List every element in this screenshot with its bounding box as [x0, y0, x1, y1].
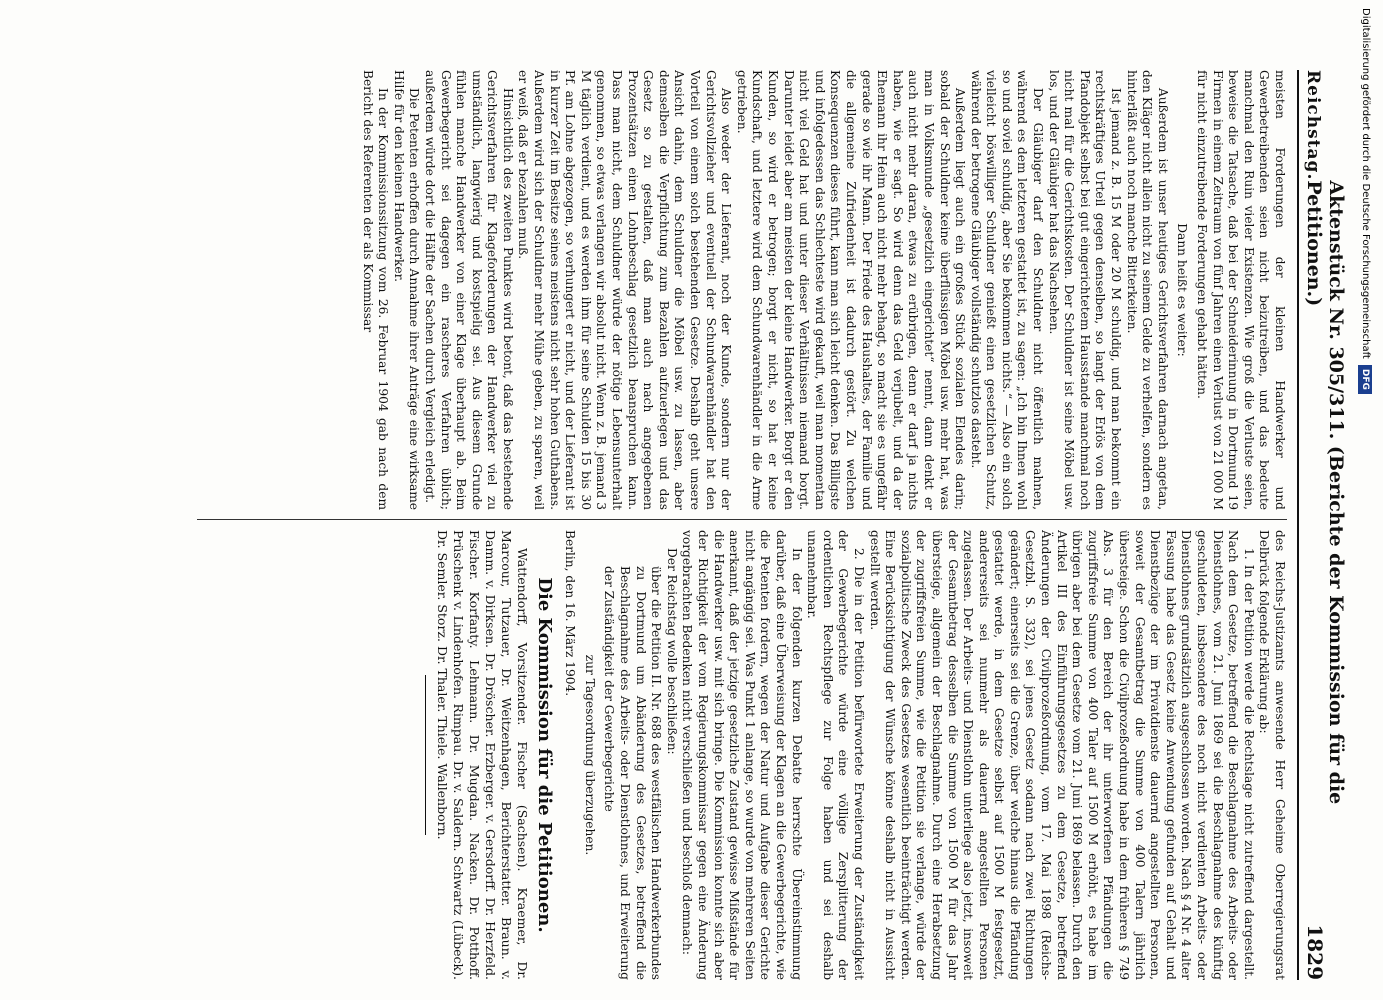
resolution-decision: zur Tagesordnung überzugehen.	[582, 654, 597, 856]
paragraph: In der Kommissionssitzung vom 26. Februar 1904 gab nach dem Bericht des Referenten der als Kommissar	[360, 70, 391, 510]
dfg-logo: DFG	[1358, 365, 1372, 394]
paragraph: Außerdem liegt auch ein großes Stück sozialen Elendes darin; sobald der Schuldner keine überflüssigen Möbel usw. mehr hat, was man in Volksmunde „gesetzlich eingerichtet“ nennt, dann denkt er auch nicht mehr daran, etwas zu erübrigen, denn er darf ja nichts haben, wie er sagt. So wird denn das Geld verjubelt, und da der Ehemann ihr Heim auch nicht mehr behagt, so macht sie es ungefähr gerade so wie ihr Mann. Der Friede des Haushaltes, der Familie und die allgemeine Zufriedenheit ist dadurch gestört. Zu welchen Konsequenzen dieses führt, kann man sich leicht denken. Das Billigste und infolgedessen das Schlechteste wird gekauft, weil man momentan nicht viel Geld hat und unter dieser Verhältnissen niemand borgt. Darunter leidet aber am meisten der kleine Handwerker. Borgt er den Kunden, so wird er betrogen; borgt er nicht, so hat er keine Kundschaft, und letztere wird dem Schundwarenhändler in die Arme getrieben.	[734, 70, 968, 510]
paragraph: Also weder der Lieferant, noch der Kunde, sondern nur der Gerichtsvollzieher und eventuell der Schundwarenhändler hat den Vorteil von einem solch bestehenden Gesetze. Deshalb geht unsere Ansicht dahin, dem Schuldner die Möbel usw. zu lassen, aber demselben die Verpflichtung zum Bezahlen aufzuerlegen und das Gesetz so zu gestalten, daß man auch nach angegebenen Prozentsätzen einen Lohnbeschlag gesetzlich beanspruchen kann. Dass man nicht, dem Schuldner würde der nötige Lebensunterhalt genommen, so etwas verlangen wir absolut nicht. Wenn z. B. jemand 3 M täglich verdient, und es werden ihm für seine Schulden 15 bis 30 Pf. am Lohne abgezogen, so verhungert er nicht, und der Lieferant ist in kurzer Zeit im Besitze seines meistens nicht sehr hohen Guthabens. Außerdem wird sich der Schuldner mehr Mühe geben, zu sparen, weil er weiß, daß er bezahlen muß.	[516, 70, 734, 510]
header-title: Aktenstück Nr. 305/311. (Berichte der Kommission für die Petitionen.)	[1303, 180, 1347, 805]
paragraph: Ist jemand z. B. 15 M oder 20 M schuldig, und man bekommt ein rechtskräftiges Urteil gegen denselben, so langt der Erlös von dem Pfandobjekt selbst bei gut eingerichtetem Hausstande manchmal noch nicht mal für die Gerichtskosten. Der Schuldner ist seine Möbel usw. los, und der Gläubiger hat das Nachsehen.	[1046, 70, 1124, 510]
paragraph: In der folgenden kurzen Debatte herrschte Übereinstimmung darüber, daß eine Überweisung der Klagen an die Gewerbegerichte, wie die Petenten fordern, wegen der Natur und Aufgabe dieser Gerichte nicht angängig sei. Was Punkt 1 anlange, so wurde von mehreren Seiten anerkannt, daß der jetzige gesetzliche Zustand gewisse Mißstände für die Handwerker usw. mit sich bringe. Die Kommission konnte sich aber der Richtigkeit der vom Regierungskommissar gegen eine Änderung vorgebrachten Bedenken nicht verschließen und beschloß demnach:	[680, 530, 804, 980]
paragraph: 2. Die in der Petition befürwortete Erweiterung der Zuständigkeit der Gewerbegerichte würde eine völlige Zersplitterung der ordentlichen Rechtspflege zur Folge haben und sei deshalb unannehmbar.	[805, 530, 866, 980]
right-column	[207, 530, 1287, 980]
watermark-text: Digitalisierung gefördert durch die Deutsche Forschungsgemeinschaft	[1360, 8, 1371, 359]
commission-members: Wattendorff, Vorsitzender. Fischer (Sachsen). Kraemer, Dr. Marcour, Tutzauer, Dr. Weitzenhagen, Berichterstatter. Braun. v. Damm. v. Dirksen. Dr. Dröscher. Erzberger. v. Gersdorff. Dr. Herzfeld. Fischer. Korfanty. Lehmann. Dr. Mugdan. Nacken. Dr. Potthoff. Prüschenk v. Lindenhofen. Rimpau. Dr. v. Saldern. Schwartz (Lübeck). Dr. Semler. Storz. Dr. Thaler. Thiele. Wallenborn.	[435, 530, 531, 980]
digitization-watermark	[1355, 8, 1375, 998]
paragraph: Hinsichtlich des zweiten Punktes wird betont, daß das bestehende Gerichtsverfahren für Klageforderungen der Handwerker viel zu umständlich, langwierig und kostspielig sei. Aus diesem Grunde fühlen manche Handwerker von einer Klage überhaupt ab. Beim Gewerbegericht sei dagegen ein rascheres Verfahren üblich; außerdem würde dort die Hälfte der Sachen durch Vergleich erledigt.	[422, 70, 515, 510]
paragraph: Die Petenten erhoffen durch Annahme ihrer Anträge eine wirksame Hilfe für den kleinen Handwerker.	[391, 70, 422, 510]
commission-title: Die Kommission für die Petitionen.	[533, 577, 555, 933]
paragraph: Der Reichstag wolle beschließen:	[664, 548, 679, 755]
column-divider	[197, 519, 1287, 520]
signature-date: Berlin, den 16. März 1904.	[563, 530, 578, 697]
page-header	[1297, 70, 1347, 980]
header-left: Reichstag.	[1303, 70, 1323, 181]
paragraph: Der Gläubiger darf den Schuldner nicht öffentlich mahnen, während es dem letzteren gestattet ist, zu sagen: „Ich bin Ihnen wohl so und soviel schuldig, aber Sie bekommen nichts.“ — Also ein solch vielleicht böswilliger Schuldner genießt einen gesetzlichen Schutz, während der betrogene Gläubiger vollständig schutzlos dasteht.	[968, 70, 1046, 510]
left-column	[207, 70, 1287, 510]
paragraph: des Reichs-Justizamts anwesende Herr Geheime Oberregierungsrat Delbrück folgende Erklärung ab:	[1257, 530, 1287, 980]
paragraph: Dann heißt es weiter:	[1175, 223, 1190, 357]
signature-rule	[425, 675, 426, 835]
paragraph: 1. In der Petition werde die Rechtslage nicht zutreffend dargestellt. Nach dem Gesetze, betreffend die Beschlagnahme des Arbeits- oder Dienstlohnes, vom 21. Juni 1869 sei die Beschlagnahme des künftig geschuldeten, insbesondere des noch nicht verdienten Arbeits- oder Dienstlohnes grundsätzlich ausgeschlossen worden. Nach § 4 Nr. 4 alter Fassung habe das Gesetz keine Anwendung gefunden auf Gehalt und Dienstbezüge der im Privatdienste dauernd angestellten Personen, soweit der Gesamtbetrag die Summe von 400 Talern jährlich übersteige. Schon die Civilprozeßordnung habe in dem früheren § 749 Abs. 3 für den Bereich der ihr unterworfenen Pfändungen die zugriffsfreie Summe von 400 Taler auf 1500 M erhöht, es habe im übrigen aber bei dem Gesetze vom 21. Juni 1869 belassen. Durch den Artikel III des Einführungsgesetzes zu dem Gesetze, betreffend Änderungen der Civilprozeßordnung, vom 17. Mai 1898 (Reichs-Gesetzbl. S. 332), sei jenes Gesetz sodann nach zwei Richtungen geändert; einerseits sei die Grenze, über welche hinaus die Pfändung gestattet werde, in dem Gesetze selbst auf 1500 M festgesetzt, andererseits sei nunmehr als dauernd angestellten Personen zugelassen. Der Arbeits- und Dienstlohn unterliege also jetzt, insoweit der Gesamtbetrag desselben die Summe von 1500 M für das Jahr übersteige, allgemein der Beschlagnahme. Durch eine Herabsetzung der zugriffsfreien Summe, wie die Petition sie verlange, würde der sozialpolitische Zweck des Gesetzes wesentlich beeinträchtigt werden. Eine Berücksichtigung der Wünsche könne deshalb nicht in Aussicht gestellt werden.	[867, 530, 1256, 980]
paragraph: meisten Forderungen der kleinen Handwerker und Gewerbetreibenden seien nicht beizutreiben, und das bedeute manchmal den Ruin vieler Existenzen. Wie groß die Verluste seien, beweise die Tatsache, daß bei der Schneiderinnung in Dortmund 19 Firmen in einem Zeitraum von fünf Jahren einen Verlust von 21 000 M für nicht einzutreibende Forderungen gehabt hätten.	[1195, 70, 1287, 510]
resolution-text: über die Petition II. Nr. 688 des westfälischen Handwerkerbundes zu Dortmund um Abänderung des Gesetzes, betreffend die Beschlagnahme des Arbeits- oder Dienstlohnes, und Erweiterung der Zuständigkeit der Gewerbegerichte	[602, 566, 664, 980]
page-number: 1829	[1303, 924, 1327, 980]
paragraph: Außerdem ist unser heutiges Gerichtsverfahren darnach angetan, den Kläger nicht allein nicht zu seinem Gelde zu verhelfen, sondern es hinterläßt auch noch manche Bitterkeiten.	[1124, 70, 1170, 510]
